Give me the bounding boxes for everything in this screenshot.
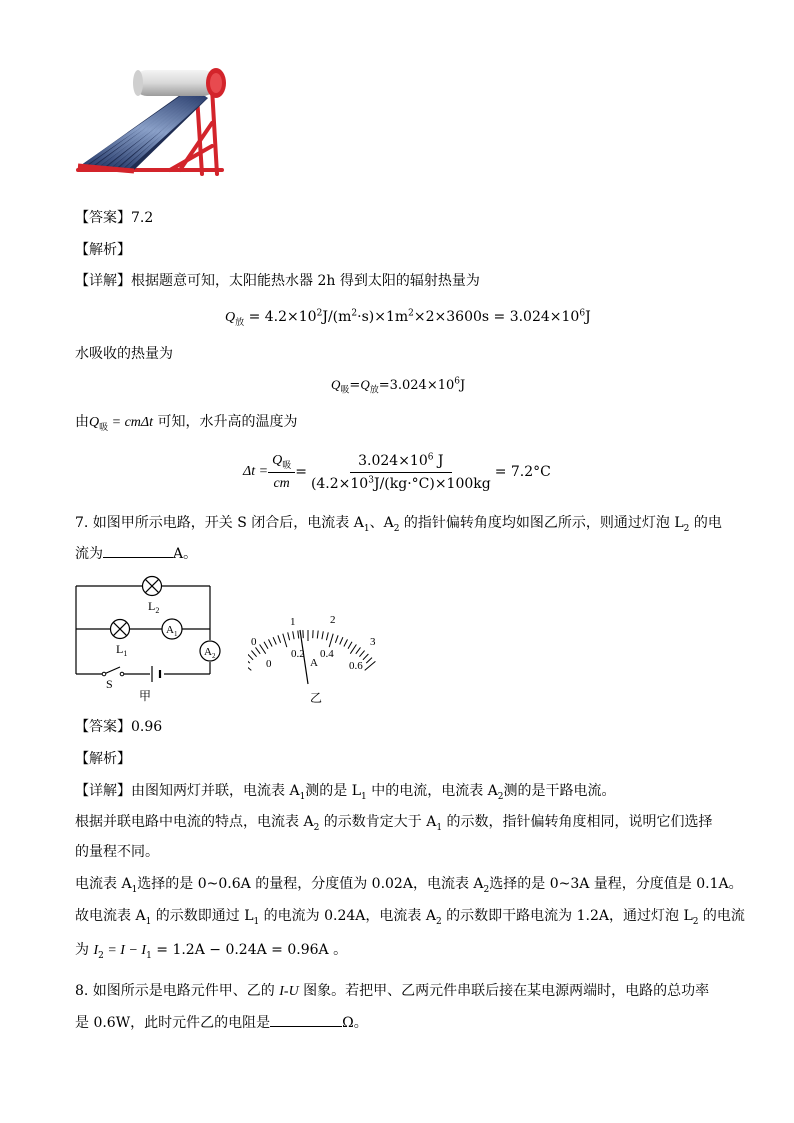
dial-tick	[251, 651, 256, 657]
dial-unit-label: A	[310, 657, 318, 669]
fraction-numeric: $\frac{3.024\times 10^6 J}{(4.2\times 10^3J/(kg\cdot^\circ C)\times 100kg}$	[310, 451, 491, 492]
ammeter-dial	[248, 608, 388, 708]
circuit-diagram	[70, 572, 230, 704]
dial-bottom-label-2: 0.4	[320, 648, 334, 660]
switch-label: S	[106, 677, 113, 691]
question-7-line2: 流为 A。	[75, 543, 197, 564]
analysis-label: 【解析】	[75, 242, 131, 258]
fraction-q-over-cm: $\frac{Q_吸}{cm}$	[268, 450, 295, 494]
dial-tick	[340, 637, 343, 644]
dial-tick	[329, 634, 333, 647]
water-heat-text: 水吸收的热量为	[75, 346, 173, 362]
formula-intro-line: 由$Q_吸 = cm\Delta t$ 可知，水升高的温度为	[75, 414, 298, 433]
question-7-line1: 7. 如图甲所示电路，开关 S 闭合后，电流表 $A_1$、$A_2$ 的指针偏转角度均如图乙所示，则通过灯泡 $L_2$ 的电	[75, 515, 722, 534]
dial-tick	[293, 631, 294, 639]
dial-tick	[322, 631, 323, 639]
lamp-l1-icon	[111, 620, 130, 639]
analysis-paragraph-5: 为 $I_2 = I - I_1 = 1.2A - 0.24A = 0.96A$ 。	[75, 942, 348, 961]
answer-label: 【答案】	[75, 210, 131, 226]
dial-top-label-1: 1	[290, 616, 296, 628]
dial-tick	[283, 634, 287, 647]
analysis-paragraph-2b: 的量程不同。	[75, 844, 159, 860]
dial-tick	[344, 639, 348, 646]
dial-tick	[288, 632, 290, 640]
equation-heat-absorbed: $Q_吸=Q_放=3.024\times 10^6J$	[331, 376, 466, 396]
answer-line	[75, 208, 153, 228]
diagram-caption-jia: 甲	[139, 689, 152, 703]
answer-value: 7.2	[131, 210, 154, 226]
analysis-paragraph-3: 电流表 $A_1$选择的是 0~0.6A 的量程，分度值为 0.02A，电流表 $A_2$选择的是 0~3A 量程，分度值是 0.1A。	[75, 876, 743, 895]
analysis-paragraph-4: 故电流表 $A_1$ 的示数即通过 $L_1$ 的电流为 0.24A，电流表 $A_2$ 的示数即干路电流为 1.2A，通过灯泡 $L_2$ 的电流	[75, 908, 745, 927]
dial-tick	[363, 654, 369, 660]
dial-tick	[335, 635, 338, 643]
dial-tick	[273, 637, 276, 644]
analysis-paragraph-1: 【详解】由图知两灯并联，电流表 $A_1$测的是 $L_1$ 中的电流，电流表 $A_2$测的是干路电流。	[75, 783, 616, 802]
lamp-l1-label: $L_1$	[116, 642, 128, 658]
dial-tick	[317, 631, 318, 639]
dial-bottom-label-0: 0	[266, 658, 272, 670]
dial-tick	[366, 658, 372, 664]
dial-tick	[269, 639, 273, 646]
answer-blank[interactable]	[103, 543, 173, 558]
dial-bottom-label-3: 0.6	[349, 660, 363, 672]
dial-tick	[260, 645, 266, 654]
answer-line: 【答案】0.96	[75, 719, 163, 735]
question-8-line2: 是 0.6W，此时元件乙的电阻是 Ω。	[75, 1012, 368, 1033]
dial-tick	[326, 632, 328, 640]
solar-water-heater-image	[72, 58, 232, 188]
dial-top-label-2: 2	[330, 614, 336, 626]
dial-tick	[350, 645, 356, 654]
dial-tick	[256, 647, 261, 653]
equation-heat-released: $Q_放 = 4.2\times 10^2J/(m^2\cdot s)\times 1m^2\times 2\times 3600s = 3.024\times 10^6J$	[225, 308, 591, 328]
dial-tick	[298, 631, 299, 639]
detail-line	[75, 271, 480, 291]
dial-top-label-3: 3	[370, 636, 376, 648]
dial-bottom-label-1: 0.2	[291, 648, 305, 660]
detail-label: 【详解】	[75, 273, 131, 289]
dial-tick	[248, 658, 250, 664]
analysis-label: 【解析】	[75, 751, 131, 767]
lamp-l2-label: $L_2$	[148, 599, 160, 615]
dial-tick	[359, 651, 364, 657]
question-8-line1: 8. 如图所示是电路元件甲、乙的 I-U 图象。若把甲、乙两元件串联后接在某电源两端时，电路的总功率	[75, 983, 710, 999]
ammeter-a1-label: $A_1$	[166, 624, 178, 638]
answer-value: 0.96	[131, 719, 163, 735]
detail-text: 根据题意可知，太阳能热水器 2h 得到太阳的辐射热量为	[131, 273, 480, 289]
equation-temperature-rise: Δt = $\frac{Q_吸}{cm}$ = $\frac{3.024\times 10^6 J}{(4.2\times 10^3J/(kg\cdot^\circ C)\times 100kg}$ = 7.2°C	[243, 450, 551, 494]
answer-blank[interactable]	[270, 1012, 342, 1027]
dial-tick	[264, 642, 268, 649]
analysis-paragraph-2a: 根据并联电路中电流的特点，电流表 $A_2$ 的示数肯定大于 $A_1$ 的示数，指针偏转角度相同，说明它们选择	[75, 814, 713, 833]
dial-tick	[248, 654, 253, 660]
diagram-caption-yi: 乙	[310, 691, 323, 705]
dial-tick	[356, 647, 361, 653]
dial-tick	[278, 635, 281, 643]
dial-top-label-0: 0	[251, 636, 257, 648]
dial-tick	[348, 642, 352, 649]
ammeter-a2-label: $A_2$	[204, 646, 216, 660]
lamp-l2-icon	[143, 577, 162, 596]
